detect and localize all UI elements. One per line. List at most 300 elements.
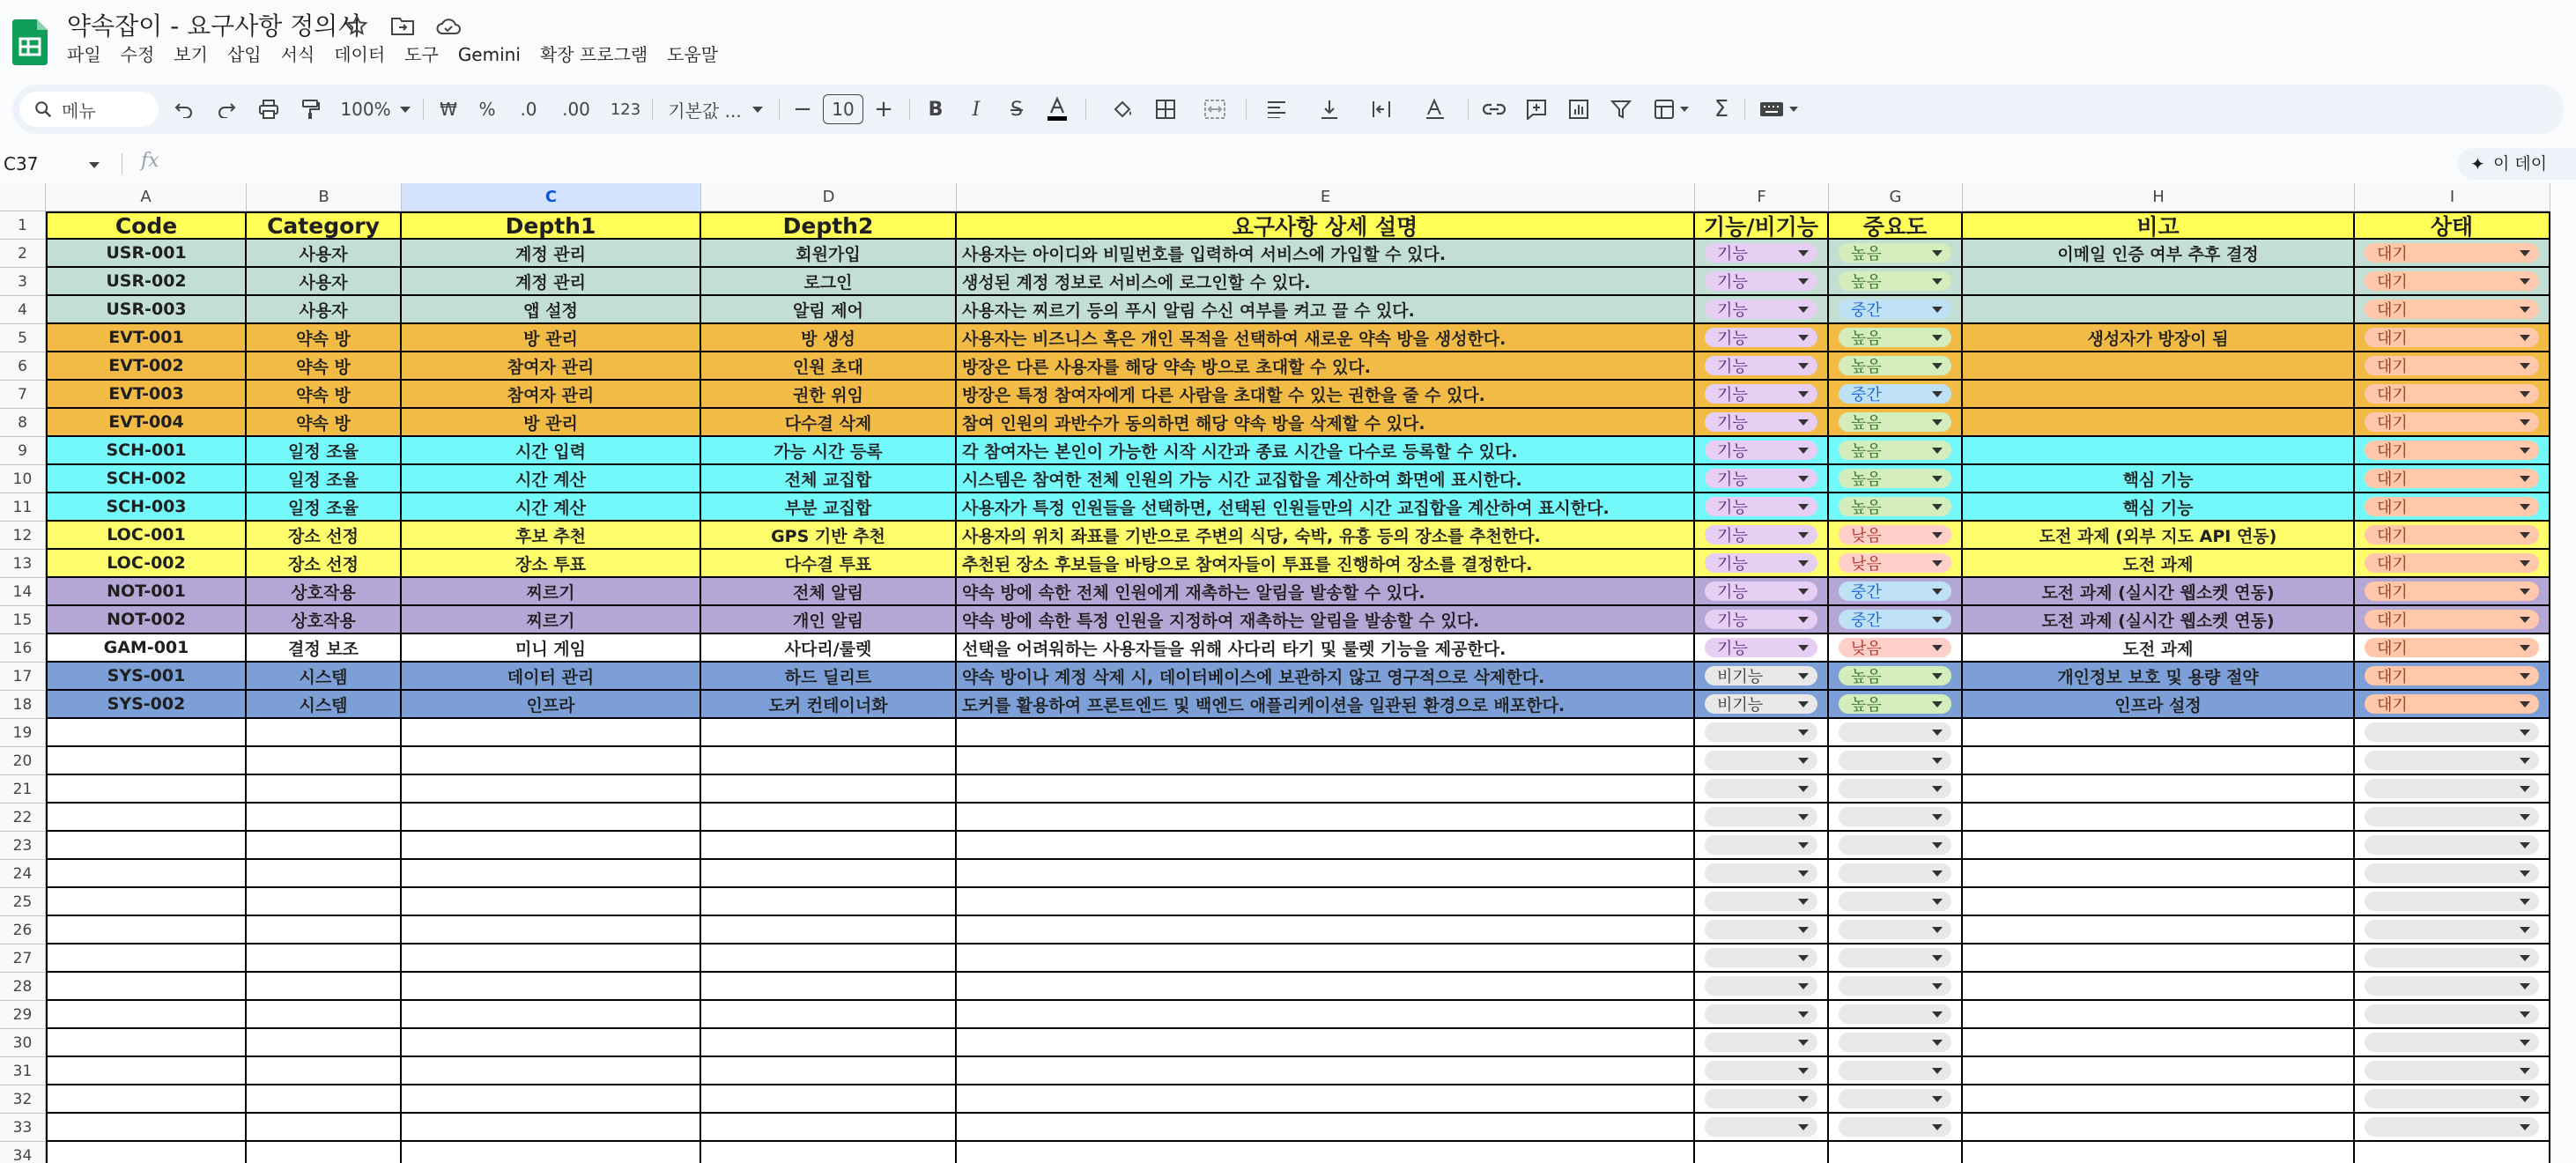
empty-cell[interactable] [2355, 1085, 2550, 1114]
cell-d2[interactable]: 개인 알림 [701, 606, 957, 634]
empty-cell[interactable] [2355, 719, 2550, 747]
status-dropdown[interactable] [2365, 638, 2539, 657]
cell-d1[interactable]: 시간 입력 [402, 437, 701, 465]
empty-cell[interactable] [402, 1029, 701, 1057]
menu-item-1[interactable]: 수정 [120, 44, 155, 65]
priority-dropdown[interactable] [1839, 412, 1951, 432]
type-dropdown[interactable] [1705, 469, 1817, 488]
empty-cell[interactable] [1829, 1029, 1963, 1057]
empty-cell[interactable] [701, 1085, 957, 1114]
cell-desc[interactable]: 약속 방에 속한 특정 인원을 지정하여 재촉하는 알림을 발송할 수 있다. [957, 606, 1695, 634]
cell-priority[interactable] [1829, 550, 1963, 578]
type-dropdown[interactable] [1705, 666, 1817, 685]
type-dropdown[interactable] [1705, 300, 1817, 319]
cell-desc[interactable]: 사용자는 찌르기 등의 푸시 알림 수신 여부를 켜고 끌 수 있다. [957, 296, 1695, 324]
empty-cell[interactable] [247, 1057, 402, 1085]
empty-cell[interactable] [1829, 804, 1963, 832]
empty-cell[interactable] [957, 888, 1695, 916]
status-dropdown[interactable] [2365, 779, 2539, 798]
status-dropdown[interactable] [2365, 610, 2539, 629]
priority-dropdown[interactable] [1839, 610, 1951, 629]
text-rotation-icon[interactable] [1413, 92, 1457, 127]
cell-desc[interactable]: 약속 방이나 계정 삭제 시, 데이터베이스에 보관하지 않고 영구적으로 삭제한다. [957, 663, 1695, 691]
status-dropdown[interactable] [2365, 356, 2539, 375]
row-header[interactable]: 24 [0, 860, 46, 888]
percent-format-button[interactable]: % [478, 99, 496, 120]
priority-dropdown[interactable] [1839, 751, 1951, 770]
font-size-decrease-button[interactable]: − [793, 96, 812, 122]
type-dropdown[interactable] [1705, 356, 1817, 375]
header-cell[interactable]: 요구사항 상세 설명 [957, 211, 1695, 240]
column-header-C[interactable]: C [402, 183, 701, 211]
empty-cell[interactable] [46, 1114, 247, 1142]
type-dropdown[interactable] [1705, 1117, 1817, 1137]
menu-item-7[interactable]: Gemini [457, 44, 521, 65]
row-header[interactable]: 22 [0, 804, 46, 832]
font-size-increase-button[interactable]: + [874, 96, 893, 122]
empty-cell[interactable] [1963, 775, 2355, 804]
cell-status[interactable] [2355, 550, 2550, 578]
row-header[interactable]: 21 [0, 775, 46, 804]
empty-cell[interactable] [1963, 860, 2355, 888]
text-color-icon[interactable] [1041, 92, 1073, 127]
menu-item-8[interactable]: 확장 프로그램 [539, 44, 648, 65]
type-dropdown[interactable] [1705, 1089, 1817, 1108]
align-vertical-icon[interactable] [1307, 92, 1351, 127]
empty-cell[interactable] [247, 1142, 402, 1163]
cell-status[interactable] [2355, 268, 2550, 296]
status-dropdown[interactable] [2365, 525, 2539, 544]
empty-cell[interactable] [46, 1029, 247, 1057]
priority-dropdown[interactable] [1839, 694, 1951, 714]
row-header[interactable]: 33 [0, 1114, 46, 1142]
empty-cell[interactable] [2355, 1142, 2550, 1163]
cell-note[interactable] [1963, 437, 2355, 465]
empty-cell[interactable] [46, 1001, 247, 1029]
cell-code[interactable]: USR-001 [46, 240, 247, 268]
cell-status[interactable] [2355, 296, 2550, 324]
cell-type[interactable] [1695, 381, 1829, 409]
cell-d1[interactable]: 장소 투표 [402, 550, 701, 578]
status-dropdown[interactable] [2365, 271, 2539, 291]
empty-cell[interactable] [247, 973, 402, 1001]
cell-status[interactable] [2355, 409, 2550, 437]
cell-d1[interactable]: 인프라 [402, 691, 701, 719]
status-dropdown[interactable] [2365, 582, 2539, 601]
empty-cell[interactable] [46, 775, 247, 804]
cell-code[interactable]: GAM-001 [46, 634, 247, 663]
row-header[interactable]: 7 [0, 381, 46, 409]
cell-type[interactable] [1695, 691, 1829, 719]
cell-cat[interactable]: 약속 방 [247, 352, 402, 381]
italic-icon[interactable]: I [972, 98, 981, 121]
cell-status[interactable] [2355, 465, 2550, 493]
cell-type[interactable] [1695, 550, 1829, 578]
empty-cell[interactable] [701, 832, 957, 860]
empty-cell[interactable] [46, 973, 247, 1001]
column-header-I[interactable]: I [2355, 183, 2550, 211]
type-dropdown[interactable] [1705, 328, 1817, 347]
type-dropdown[interactable] [1705, 271, 1817, 291]
decrease-decimal-button[interactable]: .0 [520, 99, 537, 120]
row-header[interactable]: 28 [0, 973, 46, 1001]
input-tools-icon[interactable] [1755, 92, 1802, 127]
cell-desc[interactable]: 방장은 다른 사용자를 해당 약속 방으로 초대할 수 있다. [957, 352, 1695, 381]
cell-type[interactable] [1695, 465, 1829, 493]
menu-item-3[interactable]: 삽입 [226, 44, 262, 65]
empty-cell[interactable] [402, 775, 701, 804]
bold-icon[interactable]: B [928, 98, 944, 121]
row-header[interactable]: 8 [0, 409, 46, 437]
cell-code[interactable]: NOT-002 [46, 606, 247, 634]
empty-cell[interactable] [701, 775, 957, 804]
menu-item-9[interactable]: 도움말 [667, 44, 719, 65]
empty-cell[interactable] [701, 1142, 957, 1163]
empty-cell[interactable] [957, 1001, 1695, 1029]
row-header[interactable]: 32 [0, 1085, 46, 1114]
cell-code[interactable]: LOC-002 [46, 550, 247, 578]
type-dropdown[interactable] [1705, 694, 1817, 714]
cell-status[interactable] [2355, 240, 2550, 268]
header-cell[interactable]: 중요도 [1829, 211, 1963, 240]
empty-cell[interactable] [1695, 832, 1829, 860]
cell-desc[interactable]: 사용자의 위치 좌표를 기반으로 주변의 식당, 숙박, 유흥 등의 장소를 추천한다. [957, 522, 1695, 550]
insert-comment-icon[interactable] [1521, 92, 1552, 127]
row-header[interactable]: 6 [0, 352, 46, 381]
cell-d1[interactable]: 시간 계산 [402, 465, 701, 493]
empty-cell[interactable] [2355, 1114, 2550, 1142]
cell-desc[interactable]: 추천된 장소 후보들을 바탕으로 참여자들이 투표를 진행하여 장소를 결정한다. [957, 550, 1695, 578]
empty-cell[interactable] [2355, 973, 2550, 1001]
empty-cell[interactable] [247, 1001, 402, 1029]
priority-dropdown[interactable] [1839, 271, 1951, 291]
column-header-E[interactable]: E [957, 183, 1695, 211]
type-dropdown[interactable] [1705, 525, 1817, 544]
empty-cell[interactable] [957, 1057, 1695, 1085]
type-dropdown[interactable] [1705, 835, 1817, 855]
empty-cell[interactable] [1695, 1142, 1829, 1163]
cell-cat[interactable]: 장소 선정 [247, 550, 402, 578]
empty-cell[interactable] [1695, 888, 1829, 916]
header-cell[interactable]: Code [46, 211, 247, 240]
print-icon[interactable] [254, 92, 284, 127]
empty-cell[interactable] [402, 888, 701, 916]
type-dropdown[interactable] [1705, 948, 1817, 967]
empty-cell[interactable] [701, 916, 957, 944]
cell-cat[interactable]: 일정 조율 [247, 465, 402, 493]
empty-cell[interactable] [1829, 888, 1963, 916]
priority-dropdown[interactable] [1839, 1089, 1951, 1108]
empty-cell[interactable] [46, 747, 247, 775]
undo-icon[interactable] [169, 92, 199, 127]
empty-cell[interactable] [2355, 747, 2550, 775]
cell-desc[interactable]: 도커를 활용하여 프론트엔드 및 백엔드 애플리케이션을 일관된 환경으로 배포한다. [957, 691, 1695, 719]
cell-note[interactable]: 도전 과제 (외부 지도 API 연동) [1963, 522, 2355, 550]
cell-status[interactable] [2355, 691, 2550, 719]
type-dropdown[interactable] [1705, 497, 1817, 516]
empty-cell[interactable] [247, 1114, 402, 1142]
cell-desc[interactable]: 사용자가 특정 인원들을 선택하면, 선택된 인원들만의 시간 교집합을 계산하여 표시한다. [957, 493, 1695, 522]
type-dropdown[interactable] [1705, 1033, 1817, 1052]
empty-cell[interactable] [402, 973, 701, 1001]
empty-cell[interactable] [247, 719, 402, 747]
cell-d1[interactable]: 앱 설정 [402, 296, 701, 324]
cell-type[interactable] [1695, 268, 1829, 296]
empty-cell[interactable] [1963, 944, 2355, 973]
empty-cell[interactable] [1695, 1085, 1829, 1114]
insert-link-icon[interactable] [1478, 92, 1510, 127]
borders-icon[interactable] [1151, 92, 1181, 127]
cell-type[interactable] [1695, 578, 1829, 606]
sheets-logo-icon[interactable] [12, 19, 48, 65]
status-dropdown[interactable] [2365, 1033, 2539, 1052]
row-header[interactable]: 12 [0, 522, 46, 550]
empty-cell[interactable] [1963, 1142, 2355, 1163]
cell-code[interactable]: NOT-001 [46, 578, 247, 606]
type-dropdown[interactable] [1705, 412, 1817, 432]
cell-priority[interactable] [1829, 634, 1963, 663]
row-header[interactable]: 4 [0, 296, 46, 324]
cell-d1[interactable]: 방 관리 [402, 324, 701, 352]
status-dropdown[interactable] [2365, 300, 2539, 319]
empty-cell[interactable] [1695, 804, 1829, 832]
empty-cell[interactable] [957, 1114, 1695, 1142]
cell-note[interactable]: 이메일 인증 여부 추후 결정 [1963, 240, 2355, 268]
menu-item-4[interactable]: 서식 [280, 44, 315, 65]
filter-views-icon[interactable] [1647, 92, 1695, 127]
empty-cell[interactable] [957, 944, 1695, 973]
cell-note[interactable]: 인프라 설정 [1963, 691, 2355, 719]
priority-dropdown[interactable] [1839, 892, 1951, 911]
row-header[interactable]: 26 [0, 916, 46, 944]
type-dropdown[interactable] [1705, 441, 1817, 460]
cell-note[interactable]: 도전 과제 (실시간 웹소켓 연동) [1963, 578, 2355, 606]
cell-code[interactable]: SCH-002 [46, 465, 247, 493]
cell-d2[interactable]: 권한 위임 [701, 381, 957, 409]
priority-dropdown[interactable] [1839, 976, 1951, 996]
type-dropdown[interactable] [1705, 779, 1817, 798]
cell-desc[interactable]: 참여 인원의 과반수가 동의하면 해당 약속 방을 삭제할 수 있다. [957, 409, 1695, 437]
empty-cell[interactable] [46, 916, 247, 944]
priority-dropdown[interactable] [1839, 384, 1951, 404]
header-cell[interactable]: Depth1 [402, 211, 701, 240]
priority-dropdown[interactable] [1839, 243, 1951, 263]
priority-dropdown[interactable] [1839, 835, 1951, 855]
row-header[interactable]: 23 [0, 832, 46, 860]
row-header[interactable]: 31 [0, 1057, 46, 1085]
type-dropdown[interactable] [1705, 807, 1817, 826]
cell-note[interactable]: 핵심 기능 [1963, 493, 2355, 522]
cell-desc[interactable]: 약속 방에 속한 전체 인원에게 재촉하는 알림을 발송할 수 있다. [957, 578, 1695, 606]
cell-priority[interactable] [1829, 522, 1963, 550]
menu-item-5[interactable]: 데이터 [334, 44, 386, 65]
empty-cell[interactable] [247, 1029, 402, 1057]
row-header[interactable]: 10 [0, 465, 46, 493]
priority-dropdown[interactable] [1839, 582, 1951, 601]
row-header[interactable]: 9 [0, 437, 46, 465]
cell-d1[interactable]: 계정 관리 [402, 268, 701, 296]
empty-cell[interactable] [2355, 1001, 2550, 1029]
type-dropdown[interactable] [1705, 1004, 1817, 1024]
empty-cell[interactable] [247, 804, 402, 832]
row-header[interactable]: 5 [0, 324, 46, 352]
status-dropdown[interactable] [2365, 1117, 2539, 1137]
type-dropdown[interactable] [1705, 1061, 1817, 1080]
empty-cell[interactable] [701, 1029, 957, 1057]
empty-cell[interactable] [1829, 860, 1963, 888]
empty-cell[interactable] [1963, 804, 2355, 832]
empty-cell[interactable] [1695, 747, 1829, 775]
cell-cat[interactable]: 사용자 [247, 296, 402, 324]
empty-cell[interactable] [1829, 719, 1963, 747]
type-dropdown[interactable] [1705, 384, 1817, 404]
priority-dropdown[interactable] [1839, 441, 1951, 460]
cell-priority[interactable] [1829, 437, 1963, 465]
cell-code[interactable]: LOC-001 [46, 522, 247, 550]
row-header[interactable]: 3 [0, 268, 46, 296]
cell-d1[interactable]: 방 관리 [402, 409, 701, 437]
empty-cell[interactable] [957, 1085, 1695, 1114]
empty-cell[interactable] [46, 719, 247, 747]
priority-dropdown[interactable] [1839, 722, 1951, 742]
status-dropdown[interactable] [2365, 469, 2539, 488]
empty-cell[interactable] [2355, 1029, 2550, 1057]
cell-status[interactable] [2355, 352, 2550, 381]
empty-cell[interactable] [1963, 747, 2355, 775]
header-cell[interactable]: Depth2 [701, 211, 957, 240]
empty-cell[interactable] [402, 832, 701, 860]
row-header[interactable]: 29 [0, 1001, 46, 1029]
cell-cat[interactable]: 상호작용 [247, 578, 402, 606]
row-header[interactable]: 11 [0, 493, 46, 522]
status-dropdown[interactable] [2365, 1004, 2539, 1024]
priority-dropdown[interactable] [1839, 1117, 1951, 1137]
cell-type[interactable] [1695, 409, 1829, 437]
cell-status[interactable] [2355, 437, 2550, 465]
empty-cell[interactable] [247, 832, 402, 860]
cell-note[interactable]: 도전 과제 [1963, 550, 2355, 578]
row-header[interactable]: 16 [0, 634, 46, 663]
cell-note[interactable]: 생성자가 방장이 됨 [1963, 324, 2355, 352]
priority-dropdown[interactable] [1839, 300, 1951, 319]
cell-cat[interactable]: 결정 보조 [247, 634, 402, 663]
empty-cell[interactable] [1695, 860, 1829, 888]
cell-d2[interactable]: 다수결 투표 [701, 550, 957, 578]
menu-item-6[interactable]: 도구 [404, 44, 439, 65]
empty-cell[interactable] [2355, 1057, 2550, 1085]
empty-cell[interactable] [1829, 944, 1963, 973]
cell-code[interactable]: SYS-001 [46, 663, 247, 691]
row-header[interactable]: 19 [0, 719, 46, 747]
status-dropdown[interactable] [2365, 1061, 2539, 1080]
cell-d2[interactable]: 부분 교집합 [701, 493, 957, 522]
cell-d2[interactable]: 로그인 [701, 268, 957, 296]
column-header-B[interactable]: B [247, 183, 402, 211]
priority-dropdown[interactable] [1839, 525, 1951, 544]
empty-cell[interactable] [402, 944, 701, 973]
header-cell[interactable]: 상태 [2355, 211, 2550, 240]
name-box[interactable] [4, 152, 100, 176]
empty-cell[interactable] [1829, 775, 1963, 804]
merge-cells-icon[interactable] [1191, 92, 1239, 127]
empty-cell[interactable] [1963, 916, 2355, 944]
align-horizontal-icon[interactable] [1255, 92, 1299, 127]
empty-cell[interactable] [1829, 1085, 1963, 1114]
empty-cell[interactable] [1829, 832, 1963, 860]
formula-input[interactable] [185, 150, 2440, 178]
cell-code[interactable]: EVT-003 [46, 381, 247, 409]
empty-cell[interactable] [402, 1001, 701, 1029]
cell-code[interactable]: EVT-002 [46, 352, 247, 381]
redo-icon[interactable] [211, 92, 241, 127]
cell-d2[interactable]: GPS 기반 추천 [701, 522, 957, 550]
empty-cell[interactable] [247, 916, 402, 944]
empty-cell[interactable] [402, 719, 701, 747]
column-header-H[interactable]: H [1963, 183, 2355, 211]
empty-cell[interactable] [701, 944, 957, 973]
cell-d2[interactable]: 전체 교집합 [701, 465, 957, 493]
cell-type[interactable] [1695, 296, 1829, 324]
empty-cell[interactable] [957, 1142, 1695, 1163]
status-dropdown[interactable] [2365, 807, 2539, 826]
empty-cell[interactable] [247, 1085, 402, 1114]
priority-dropdown[interactable] [1839, 948, 1951, 967]
empty-cell[interactable] [2355, 944, 2550, 973]
empty-cell[interactable] [701, 973, 957, 1001]
font-size-input[interactable] [821, 92, 865, 127]
empty-cell[interactable] [1829, 747, 1963, 775]
empty-cell[interactable] [402, 916, 701, 944]
empty-cell[interactable] [1695, 719, 1829, 747]
cell-type[interactable] [1695, 663, 1829, 691]
empty-cell[interactable] [957, 804, 1695, 832]
empty-cell[interactable] [247, 860, 402, 888]
empty-cell[interactable] [1963, 832, 2355, 860]
cell-desc[interactable]: 선택을 어려워하는 사용자들을 위해 사다리 타기 및 룰렛 기능을 제공한다. [957, 634, 1695, 663]
empty-cell[interactable] [402, 860, 701, 888]
cell-type[interactable] [1695, 634, 1829, 663]
cell-note[interactable]: 핵심 기능 [1963, 465, 2355, 493]
column-header-D[interactable]: D [701, 183, 957, 211]
empty-cell[interactable] [957, 860, 1695, 888]
priority-dropdown[interactable] [1839, 1033, 1951, 1052]
cell-desc[interactable]: 각 참여자는 본인이 가능한 시작 시간과 종료 시간을 다수로 등록할 수 있다. [957, 437, 1695, 465]
cell-d2[interactable]: 전체 알림 [701, 578, 957, 606]
empty-cell[interactable] [247, 888, 402, 916]
row-header[interactable]: 20 [0, 747, 46, 775]
empty-cell[interactable] [2355, 916, 2550, 944]
cell-note[interactable] [1963, 409, 2355, 437]
empty-cell[interactable] [2355, 804, 2550, 832]
cell-d2[interactable]: 회원가입 [701, 240, 957, 268]
cell-type[interactable] [1695, 522, 1829, 550]
type-dropdown[interactable] [1705, 610, 1817, 629]
empty-cell[interactable] [1829, 1001, 1963, 1029]
cell-status[interactable] [2355, 324, 2550, 352]
empty-cell[interactable] [1695, 775, 1829, 804]
text-wrapping-icon[interactable] [1360, 92, 1404, 127]
cell-d2[interactable]: 도커 컨테이너화 [701, 691, 957, 719]
empty-cell[interactable] [247, 747, 402, 775]
type-dropdown[interactable] [1705, 553, 1817, 573]
filter-icon[interactable] [1605, 92, 1637, 127]
type-dropdown[interactable] [1705, 243, 1817, 263]
type-dropdown[interactable] [1705, 892, 1817, 911]
cell-code[interactable]: EVT-004 [46, 409, 247, 437]
priority-dropdown[interactable] [1839, 497, 1951, 516]
empty-cell[interactable] [1829, 973, 1963, 1001]
empty-cell[interactable] [46, 1085, 247, 1114]
